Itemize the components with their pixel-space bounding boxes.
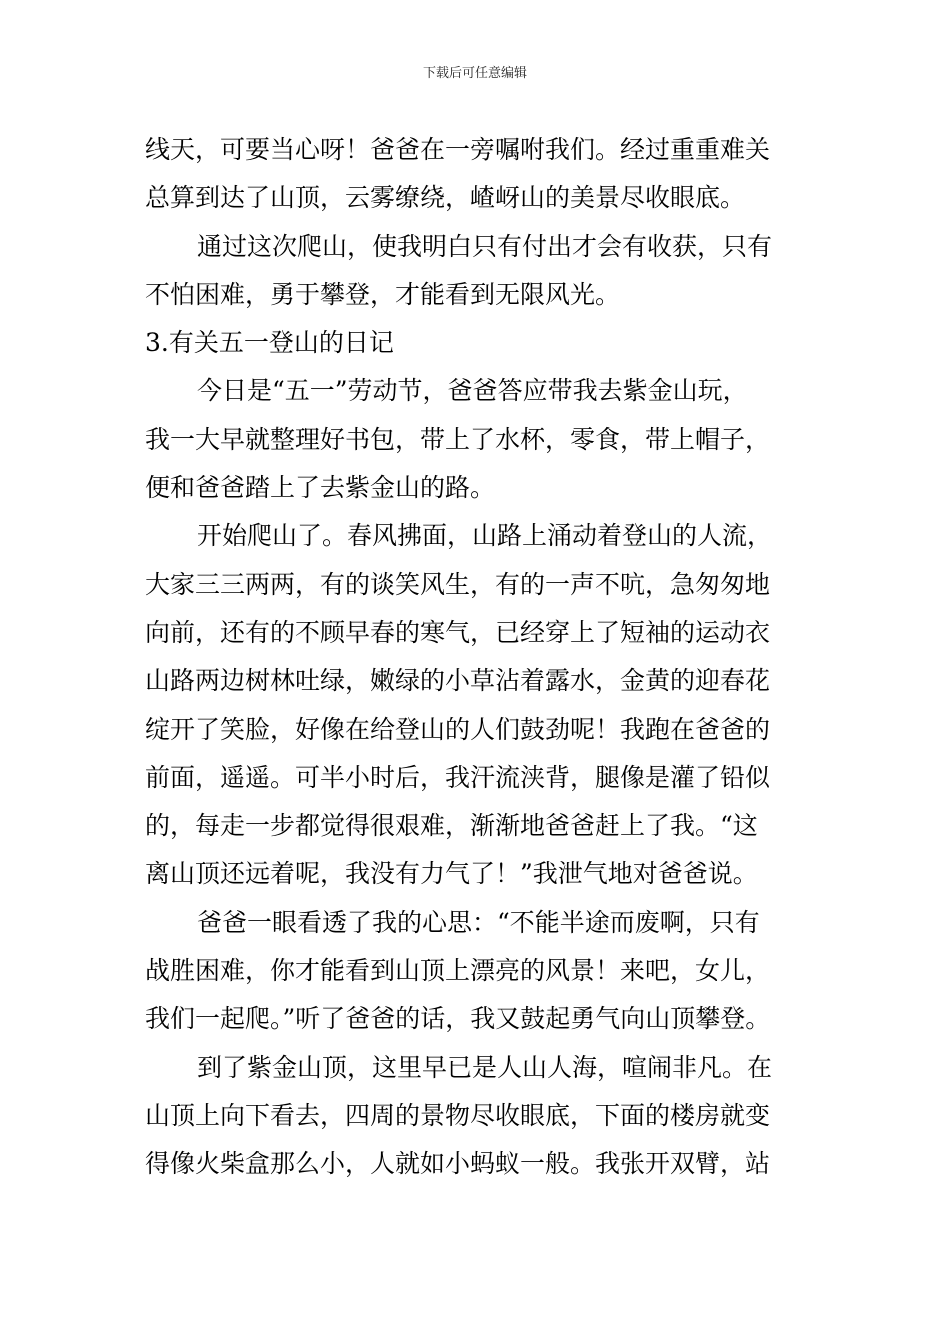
text-line: 爸爸一眼看透了我的心思：“不能半途而废啊，只有 — [197, 907, 760, 937]
text-line: 不怕困难，勇于攀登，才能看到无限风光。 — [145, 279, 621, 309]
text-line: 我一大早就整理好书包，带上了水杯，零食，带上帽子， — [145, 424, 771, 454]
text-line: 今日是“五一”劳动节，爸爸答应带我去紫金山玩， — [197, 376, 748, 406]
text-line: 开始爬山了。春风拂面，山路上涌动着登山的人流， — [197, 521, 773, 551]
text-line: 战胜困难，你才能看到山顶上漂亮的风景！来吧，女儿， — [145, 956, 771, 986]
document-body — [145, 126, 815, 1189]
text-line: 到了紫金山顶，这里早已是人山人海，喧闹非凡。在 — [197, 1052, 773, 1082]
page-header: 下载后可任意编辑 — [422, 66, 527, 81]
text-line: 线天，可要当心呀！爸爸在一旁嘱咐我们。经过重重难关 — [145, 135, 771, 164]
text-line: 山路两边树林吐绿，嫩绿的小草沾着露水，金黄的迎春花 — [145, 666, 771, 696]
text-line: 向前，还有的不顾早春的寒气，已经穿上了短袖的运动衣 — [145, 617, 771, 647]
text-line: 大家三三两两，有的谈笑风生，有的一声不吭，急匆匆地 — [145, 569, 771, 599]
text-line: 山顶上向下看去，四周的景物尽收眼底，下面的楼房就变 — [145, 1100, 771, 1130]
text-line: 离山顶还远着呢，我没有力气了！”我泄气地对爸爸说。 — [145, 859, 758, 889]
text-line: 前面，遥遥。可半小时后，我汗流浃背，腿像是灌了铅似 — [145, 762, 771, 792]
text-line: 通过这次爬山，使我明白只有付出才会有收获，只有 — [197, 231, 773, 261]
text-line: 总算到达了山顶，云雾缭绕，嵖岈山的美景尽收眼底。 — [145, 183, 746, 213]
text-line: 绽开了笑脸，好像在给登山的人们鼓劲呢！我跑在爸爸的 — [145, 714, 771, 744]
text-line: 得像火柴盒那么小，人就如小蚂蚁一般。我张开双臂，站 — [145, 1149, 771, 1179]
text-line: 的，每走一步都觉得很艰难，渐渐地爸爸赶上了我。“这 — [145, 811, 758, 841]
text-line: 我们一起爬。”听了爸爸的话，我又鼓起勇气向山顶攀登。 — [145, 1004, 771, 1034]
text-line: 3.有关五一登山的日记 — [145, 328, 394, 358]
text-line: 便和爸爸踏上了去紫金山的路。 — [145, 473, 496, 503]
